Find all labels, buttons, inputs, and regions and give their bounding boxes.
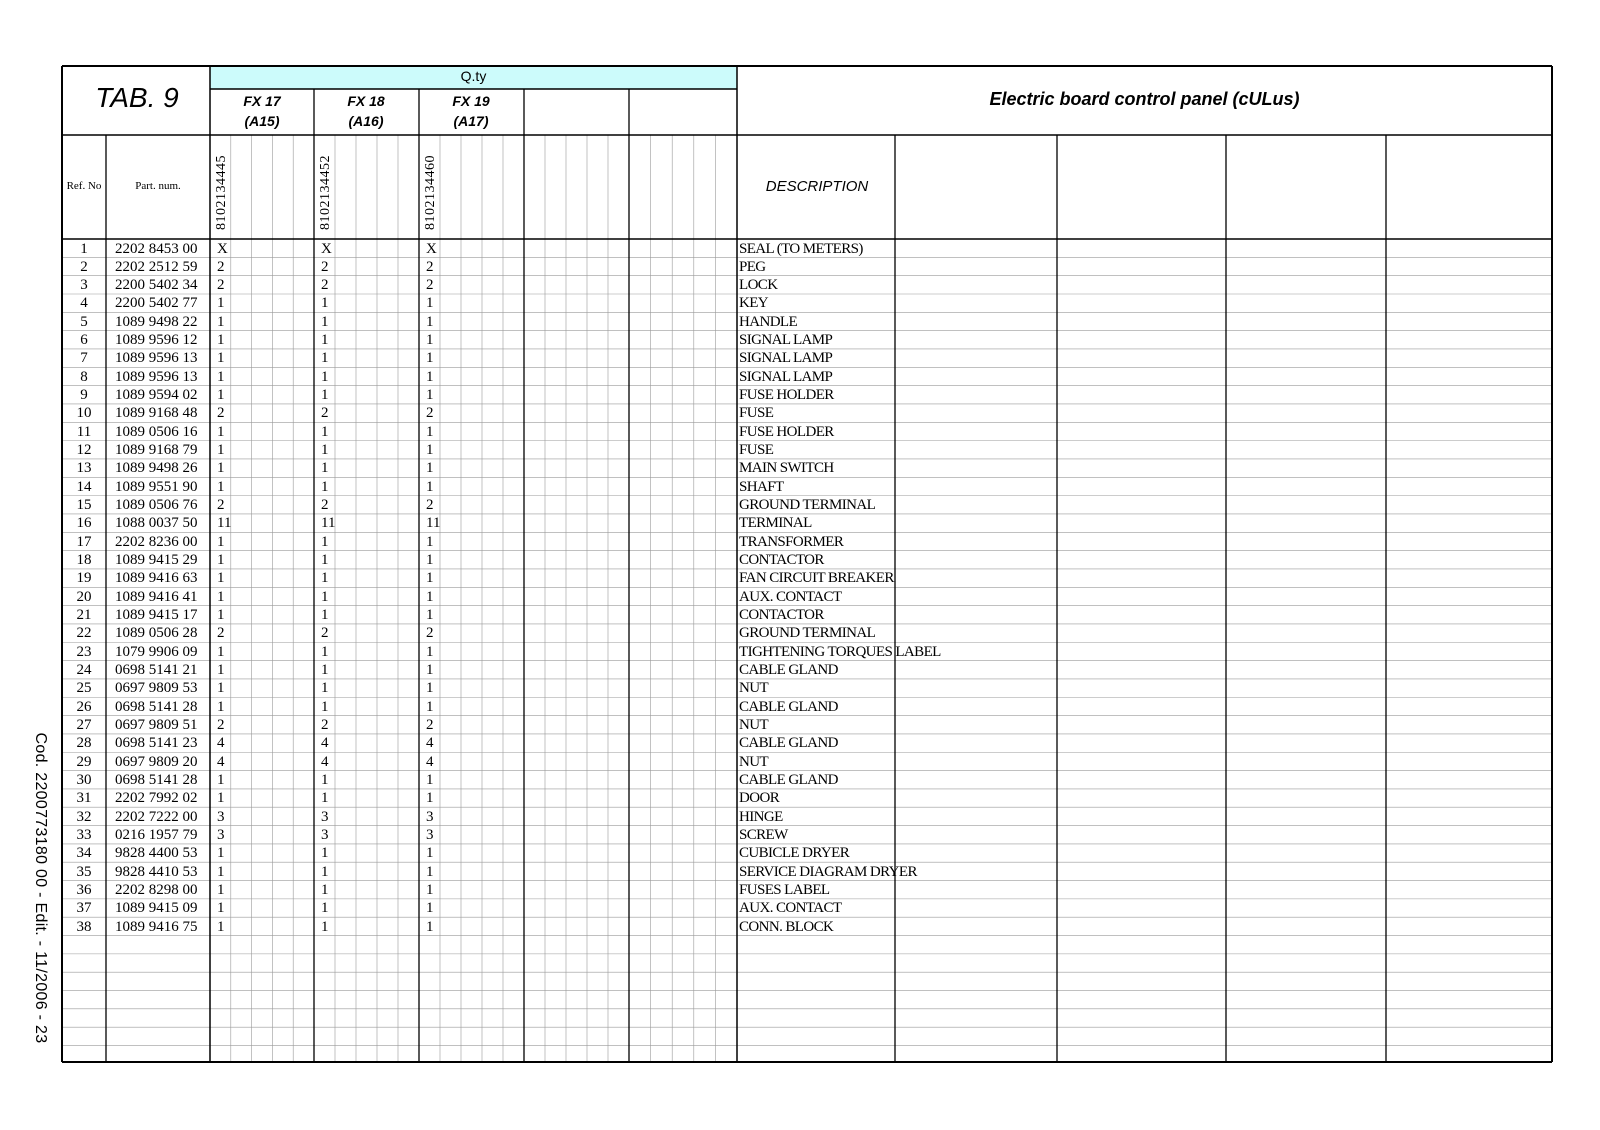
- row-quantity: 3: [426, 808, 434, 825]
- row-ref-number: 35: [76, 863, 92, 880]
- row-quantity: 1: [217, 790, 225, 807]
- row-ref-number: 6: [80, 332, 88, 349]
- row-description: MAIN SWITCH: [739, 460, 834, 477]
- row-quantity: 1: [426, 478, 434, 495]
- row-quantity: 1: [426, 845, 434, 862]
- row-quantity: 1: [426, 460, 434, 477]
- model-code: (A16): [348, 113, 384, 129]
- row-quantity: 1: [426, 882, 434, 899]
- row-quantity: 1: [321, 680, 329, 697]
- row-quantity: 1: [426, 643, 434, 660]
- row-description: CABLE GLAND: [739, 735, 838, 752]
- row-quantity: 1: [217, 295, 225, 312]
- row-quantity: 11: [426, 515, 441, 532]
- row-ref-number: 5: [80, 313, 88, 330]
- row-part-number: 1089 9416 41: [115, 588, 198, 605]
- row-ref-number: 18: [76, 552, 92, 569]
- row-quantity: 3: [321, 808, 329, 825]
- row-description: FUSE HOLDER: [739, 387, 834, 404]
- row-ref-number: 31: [76, 790, 92, 807]
- row-ref-number: 38: [76, 918, 92, 935]
- row-ref-number: 32: [76, 808, 92, 825]
- row-description: SERVICE DIAGRAM DRYER: [739, 863, 917, 880]
- row-quantity: 1: [217, 643, 225, 660]
- row-quantity: 1: [426, 387, 434, 404]
- model-part-number: 8102134460: [423, 155, 438, 230]
- row-description: FUSES LABEL: [739, 882, 830, 899]
- row-quantity: 1: [321, 845, 329, 862]
- row-part-number: 2202 2512 59: [115, 258, 198, 275]
- row-ref-number: 24: [76, 662, 92, 679]
- row-ref-number: 37: [76, 900, 92, 917]
- row-quantity: 11: [217, 515, 232, 532]
- part-num-header: Part. num.: [135, 180, 181, 192]
- row-description: TRANSFORMER: [739, 533, 844, 550]
- row-part-number: 1089 0506 16: [115, 423, 198, 440]
- ref-no-header: Ref. No: [66, 180, 102, 192]
- model-name: FX 17: [243, 93, 281, 109]
- row-quantity: 1: [426, 533, 434, 550]
- model-code: (A17): [453, 113, 489, 129]
- row-ref-number: 9: [80, 387, 88, 404]
- row-part-number: 2202 8453 00: [115, 240, 198, 257]
- row-description: SIGNAL LAMP: [739, 368, 833, 385]
- row-description: HANDLE: [739, 313, 798, 330]
- row-part-number: 1089 9416 63: [115, 570, 198, 587]
- row-quantity: 1: [321, 460, 329, 477]
- row-quantity: 1: [217, 460, 225, 477]
- row-quantity: 4: [217, 735, 225, 752]
- row-description: GROUND TERMINAL: [739, 497, 876, 514]
- row-ref-number: 13: [76, 460, 92, 477]
- row-quantity: 2: [426, 497, 434, 514]
- row-quantity: 2: [321, 625, 329, 642]
- row-quantity: 3: [321, 827, 329, 844]
- row-description: TIGHTENING TORQUES LABEL: [739, 643, 941, 660]
- row-part-number: 1089 9415 09: [115, 900, 198, 917]
- row-part-number: 1089 0506 76: [115, 497, 198, 514]
- row-quantity: 1: [321, 533, 329, 550]
- row-part-number: 1089 9168 79: [115, 442, 198, 459]
- row-quantity: 2: [217, 405, 225, 422]
- row-quantity: 1: [217, 423, 225, 440]
- row-quantity: 2: [321, 405, 329, 422]
- row-part-number: 1089 0506 28: [115, 625, 198, 642]
- row-quantity: 4: [321, 735, 329, 752]
- row-quantity: 1: [321, 588, 329, 605]
- panel-title: Electric board control panel (cULus): [989, 89, 1300, 109]
- row-ref-number: 28: [76, 735, 92, 752]
- row-ref-number: 26: [76, 698, 92, 715]
- row-part-number: 2202 8236 00: [115, 533, 198, 550]
- row-quantity: X: [217, 240, 228, 257]
- row-ref-number: 22: [76, 625, 92, 642]
- row-quantity: 2: [217, 717, 225, 734]
- model-code: (A15): [244, 113, 280, 129]
- row-ref-number: 16: [76, 515, 92, 532]
- model-name: FX 18: [347, 93, 385, 109]
- row-quantity: 11: [321, 515, 336, 532]
- row-quantity: 1: [321, 387, 329, 404]
- document-code: Cod. 2200773180 00 - Edit. - 11/2006 - 23: [32, 732, 49, 1044]
- row-quantity: 1: [217, 368, 225, 385]
- row-quantity: 1: [217, 387, 225, 404]
- row-quantity: 1: [217, 882, 225, 899]
- row-part-number: 0698 5141 21: [115, 662, 198, 679]
- row-part-number: 2202 8298 00: [115, 882, 198, 899]
- row-ref-number: 34: [76, 845, 92, 862]
- row-ref-number: 2: [80, 258, 88, 275]
- row-part-number: 1089 9596 13: [115, 350, 198, 367]
- row-description: HINGE: [739, 808, 783, 825]
- row-quantity: 1: [217, 772, 225, 789]
- row-part-number: 1089 9416 75: [115, 918, 198, 935]
- row-ref-number: 36: [76, 882, 92, 899]
- row-quantity: 1: [217, 698, 225, 715]
- row-ref-number: 30: [76, 772, 92, 789]
- row-ref-number: 11: [76, 423, 92, 440]
- row-quantity: 2: [217, 625, 225, 642]
- row-part-number: 1089 9168 48: [115, 405, 198, 422]
- row-quantity: 4: [321, 753, 329, 770]
- row-quantity: 3: [217, 827, 225, 844]
- row-part-number: 1089 9596 13: [115, 368, 198, 385]
- row-quantity: 1: [426, 423, 434, 440]
- row-ref-number: 12: [76, 442, 92, 459]
- row-ref-number: 3: [80, 277, 88, 294]
- row-ref-number: 27: [76, 717, 92, 734]
- row-quantity: 1: [217, 588, 225, 605]
- row-part-number: 9828 4400 53: [115, 845, 198, 862]
- row-quantity: 1: [321, 295, 329, 312]
- row-description: AUX. CONTACT: [739, 900, 842, 917]
- row-quantity: 1: [217, 900, 225, 917]
- row-part-number: 1089 9498 26: [115, 460, 198, 477]
- row-part-number: 1089 9415 17: [115, 607, 198, 624]
- row-quantity: 1: [321, 350, 329, 367]
- row-quantity: 1: [217, 607, 225, 624]
- row-part-number: 1089 9594 02: [115, 387, 198, 404]
- row-quantity: 1: [321, 368, 329, 385]
- row-description: CONTACTOR: [739, 552, 824, 569]
- row-quantity: 2: [217, 258, 225, 275]
- row-quantity: 1: [426, 698, 434, 715]
- row-ref-number: 25: [76, 680, 92, 697]
- row-quantity: 1: [217, 478, 225, 495]
- row-description: TERMINAL: [739, 515, 812, 532]
- row-part-number: 1089 9551 90: [115, 478, 198, 495]
- row-part-number: 1089 9596 12: [115, 332, 198, 349]
- row-quantity: 2: [321, 497, 329, 514]
- row-quantity: 2: [321, 717, 329, 734]
- row-quantity: 2: [217, 277, 225, 294]
- row-quantity: 1: [426, 790, 434, 807]
- row-quantity: 1: [321, 790, 329, 807]
- row-ref-number: 17: [76, 533, 92, 550]
- row-description: CABLE GLAND: [739, 772, 838, 789]
- row-quantity: 1: [426, 680, 434, 697]
- row-quantity: 1: [321, 900, 329, 917]
- row-quantity: 1: [426, 332, 434, 349]
- row-description: NUT: [739, 680, 769, 697]
- row-ref-number: 19: [76, 570, 92, 587]
- row-quantity: 1: [217, 313, 225, 330]
- row-ref-number: 21: [76, 607, 92, 624]
- row-quantity: 1: [426, 350, 434, 367]
- row-description: FUSE: [739, 405, 774, 422]
- row-quantity: 1: [217, 918, 225, 935]
- row-description: SEAL (TO METERS): [739, 240, 863, 257]
- row-quantity: 4: [217, 753, 225, 770]
- row-quantity: 1: [217, 350, 225, 367]
- row-part-number: 1089 9415 29: [115, 552, 198, 569]
- row-part-number: 0697 9809 53: [115, 680, 198, 697]
- row-quantity: 1: [217, 662, 225, 679]
- row-quantity: 1: [321, 442, 329, 459]
- row-part-number: 2200 5402 34: [115, 277, 198, 294]
- row-quantity: 1: [321, 918, 329, 935]
- row-quantity: X: [321, 240, 332, 257]
- row-description: CABLE GLAND: [739, 662, 838, 679]
- row-quantity: 2: [426, 258, 434, 275]
- row-ref-number: 4: [80, 295, 88, 312]
- row-description: DOOR: [739, 790, 780, 807]
- row-part-number: 0698 5141 28: [115, 772, 198, 789]
- row-part-number: 2202 7992 02: [115, 790, 198, 807]
- row-description: FUSE HOLDER: [739, 423, 834, 440]
- row-part-number: 0698 5141 28: [115, 698, 198, 715]
- row-description: SIGNAL LAMP: [739, 332, 833, 349]
- row-quantity: 2: [426, 717, 434, 734]
- row-description: AUX. CONTACT: [739, 588, 842, 605]
- model-name: FX 19: [452, 93, 490, 109]
- row-quantity: 1: [321, 698, 329, 715]
- row-description: FAN CIRCUIT BREAKER: [739, 570, 894, 587]
- row-quantity: 2: [426, 625, 434, 642]
- row-part-number: 0216 1957 79: [115, 827, 198, 844]
- row-part-number: 0697 9809 51: [115, 717, 198, 734]
- row-quantity: 1: [426, 662, 434, 679]
- row-quantity: 2: [321, 258, 329, 275]
- row-quantity: 3: [426, 827, 434, 844]
- row-quantity: 1: [321, 643, 329, 660]
- description-header: DESCRIPTION: [765, 178, 869, 195]
- row-ref-number: 10: [76, 405, 92, 422]
- row-description: SHAFT: [739, 478, 784, 495]
- row-quantity: 1: [321, 772, 329, 789]
- row-quantity: 1: [321, 423, 329, 440]
- row-quantity: 4: [426, 753, 434, 770]
- row-quantity: 1: [426, 772, 434, 789]
- row-quantity: 2: [426, 405, 434, 422]
- row-description: CABLE GLAND: [739, 698, 838, 715]
- row-quantity: 1: [426, 368, 434, 385]
- row-description: NUT: [739, 753, 769, 770]
- row-quantity: 1: [217, 332, 225, 349]
- row-quantity: 1: [321, 478, 329, 495]
- row-quantity: 1: [321, 552, 329, 569]
- row-quantity: 1: [217, 680, 225, 697]
- row-quantity: 1: [426, 918, 434, 935]
- row-quantity: 1: [217, 552, 225, 569]
- row-quantity: 1: [426, 863, 434, 880]
- row-quantity: 1: [217, 533, 225, 550]
- row-description: FUSE: [739, 442, 774, 459]
- row-quantity: 1: [321, 662, 329, 679]
- row-part-number: 1089 9498 22: [115, 313, 198, 330]
- row-part-number: 9828 4410 53: [115, 863, 198, 880]
- row-quantity: 1: [217, 442, 225, 459]
- row-quantity: 2: [217, 497, 225, 514]
- row-quantity: 1: [321, 332, 329, 349]
- row-ref-number: 15: [76, 497, 92, 514]
- row-part-number: 1088 0037 50: [115, 515, 198, 532]
- row-description: SIGNAL LAMP: [739, 350, 833, 367]
- row-part-number: 2200 5402 77: [115, 295, 198, 312]
- row-description: CONTACTOR: [739, 607, 824, 624]
- row-quantity: 1: [217, 863, 225, 880]
- row-quantity: 1: [426, 552, 434, 569]
- row-quantity: 1: [321, 607, 329, 624]
- row-quantity: 1: [426, 588, 434, 605]
- row-ref-number: 14: [76, 478, 92, 495]
- row-ref-number: 7: [80, 350, 88, 367]
- row-ref-number: 29: [76, 753, 92, 770]
- row-ref-number: 23: [76, 643, 92, 660]
- model-part-number: 8102134445: [214, 155, 229, 230]
- row-quantity: 1: [426, 570, 434, 587]
- row-description: PEG: [739, 258, 766, 275]
- row-quantity: 1: [426, 900, 434, 917]
- row-description: KEY: [739, 295, 769, 312]
- qty-header: Q.ty: [460, 68, 487, 84]
- row-quantity: 3: [217, 808, 225, 825]
- row-description: SCREW: [739, 827, 788, 844]
- row-quantity: 1: [426, 313, 434, 330]
- row-quantity: 1: [321, 570, 329, 587]
- row-part-number: 2202 7222 00: [115, 808, 198, 825]
- row-quantity: 2: [426, 277, 434, 294]
- row-ref-number: 1: [80, 240, 88, 257]
- row-description: CONN. BLOCK: [739, 918, 834, 935]
- row-quantity: 1: [426, 295, 434, 312]
- row-ref-number: 33: [76, 827, 92, 844]
- row-quantity: 1: [426, 442, 434, 459]
- row-quantity: 1: [321, 863, 329, 880]
- row-quantity: 1: [321, 313, 329, 330]
- row-description: NUT: [739, 717, 769, 734]
- row-description: CUBICLE DRYER: [739, 845, 850, 862]
- row-description: LOCK: [739, 277, 778, 294]
- model-part-number: 8102134452: [318, 155, 333, 230]
- row-quantity: X: [426, 240, 437, 257]
- row-quantity: 4: [426, 735, 434, 752]
- row-quantity: 1: [217, 570, 225, 587]
- table-title: TAB. 9: [95, 82, 179, 113]
- row-part-number: 1079 9906 09: [115, 643, 198, 660]
- row-part-number: 0698 5141 23: [115, 735, 198, 752]
- row-ref-number: 8: [80, 368, 88, 385]
- row-quantity: 2: [321, 277, 329, 294]
- row-quantity: 1: [217, 845, 225, 862]
- row-description: GROUND TERMINAL: [739, 625, 876, 642]
- row-quantity: 1: [321, 882, 329, 899]
- row-quantity: 1: [426, 607, 434, 624]
- row-part-number: 0697 9809 20: [115, 753, 198, 770]
- row-ref-number: 20: [76, 588, 92, 605]
